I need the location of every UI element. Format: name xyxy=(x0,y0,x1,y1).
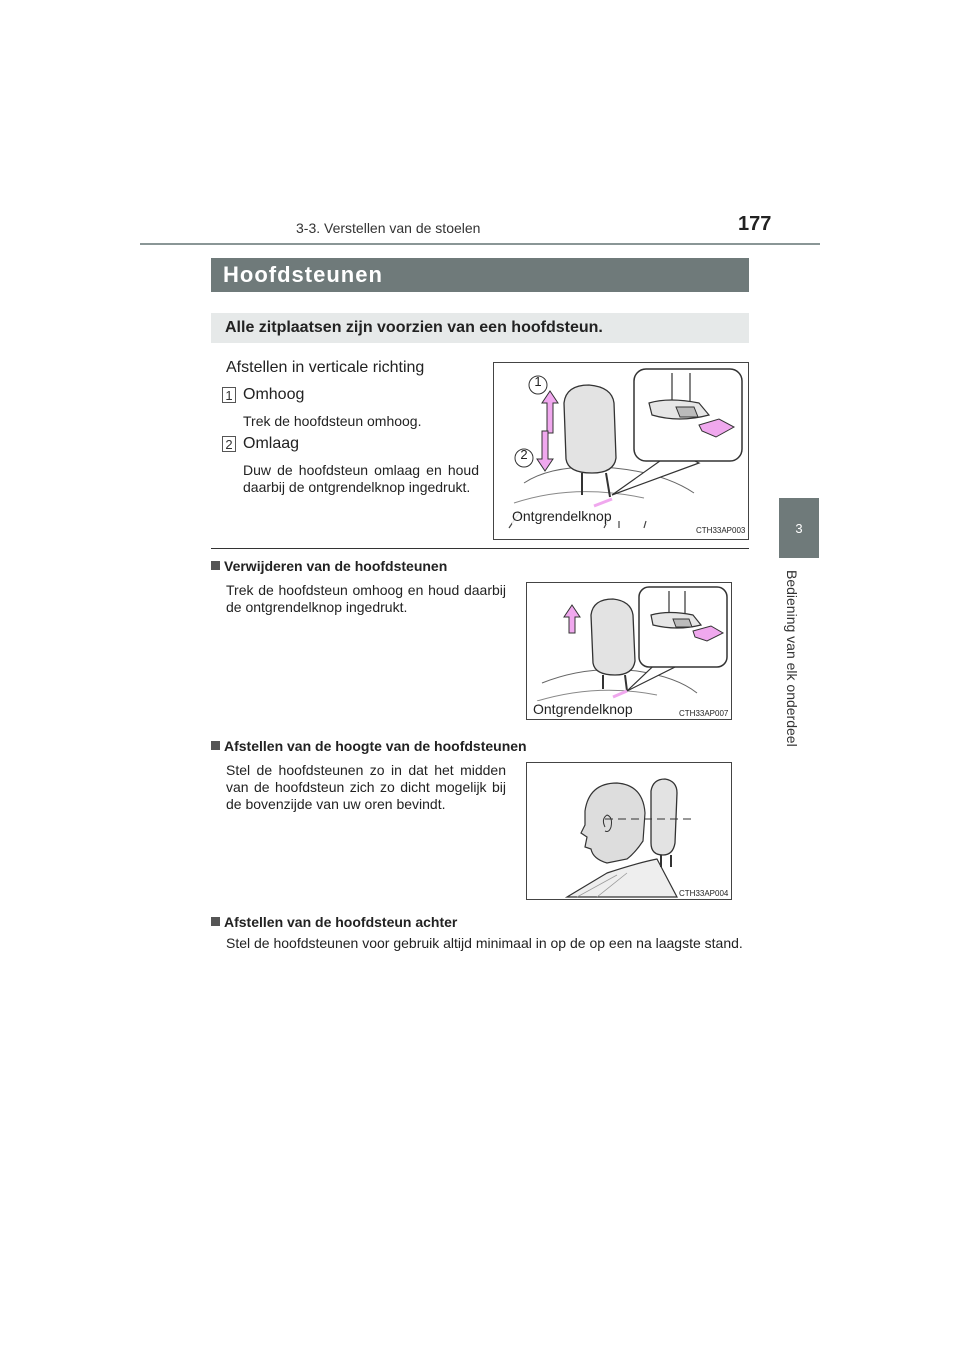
vertical-heading: Afstellen in verticale richting xyxy=(226,359,425,376)
figure-marker-1: 1 xyxy=(534,374,542,389)
figure-callout-release-button: Ontgrendelknop xyxy=(512,508,612,524)
section-text-remove: Trek de hoofdsteun omhoog en houd daarbij de ontgrendelknop ingedrukt. xyxy=(226,582,506,615)
section-text-height: Stel de hoofdsteunen zo in dat het midden van de hoofdsteun zich zo dicht mogelijk bij de bovenzijde van uw oren bevindt. xyxy=(226,762,506,812)
section-heading-remove-text: Verwijderen van de hoofdsteunen xyxy=(224,558,448,574)
headrest-remove-illustration xyxy=(527,583,731,719)
bullet-square-icon xyxy=(211,741,220,750)
section-text-rear: Stel de hoofdsteunen voor gebruik altijd minimaal in op de op een na laagste stand. xyxy=(226,935,743,951)
section-heading-height-text: Afstellen van de hoogte van de hoofdsteunen xyxy=(224,738,527,754)
section-heading-remove xyxy=(211,558,447,574)
item-text-up: Trek de hoofdsteun omhoog. xyxy=(243,413,422,429)
item-number-2: 2 xyxy=(222,436,236,452)
chapter-title: Bediening van elk onderdeel xyxy=(784,570,800,747)
section-heading-rear-text: Afstellen van de hoofdsteun achter xyxy=(224,914,458,930)
head-position-illustration xyxy=(527,763,731,899)
figure-code-3: CTH33AP004 xyxy=(679,889,729,898)
running-header-section: 3-3. Verstellen van de stoelen xyxy=(296,220,481,236)
intro-text: Alle zitplaatsen zijn voorzien van een hoofdsteun. xyxy=(211,313,749,343)
header-rule xyxy=(140,243,820,245)
item-label-down: Omlaag xyxy=(243,435,300,452)
section-heading-height xyxy=(211,738,527,754)
figure-vertical-adjust xyxy=(493,362,749,540)
figure-code: CTH33AP003 xyxy=(696,526,746,535)
page-title: Hoofdsteunen xyxy=(211,258,749,292)
item-number-1: 1 xyxy=(222,387,236,403)
figure-height-headrest xyxy=(526,762,732,900)
item-text-down: Duw de hoofdsteun omlaag en houd daarbij de ontgrendelknop ingedrukt. xyxy=(243,462,479,495)
chapter-tab xyxy=(779,498,819,558)
chapter-number: 3 xyxy=(795,520,803,536)
page-number: 177 xyxy=(738,213,772,235)
figure-callout-release-button-2: Ontgrendelknop xyxy=(533,701,633,717)
figure-remove-headrest xyxy=(526,582,732,720)
bullet-square-icon xyxy=(211,917,220,926)
section-rule xyxy=(211,548,749,549)
figure-marker-2: 2 xyxy=(520,447,528,462)
figure-code-2: CTH33AP007 xyxy=(679,709,729,718)
section-heading-rear xyxy=(211,914,457,930)
item-label-up: Omhoog xyxy=(243,386,305,403)
bullet-square-icon xyxy=(211,561,220,570)
